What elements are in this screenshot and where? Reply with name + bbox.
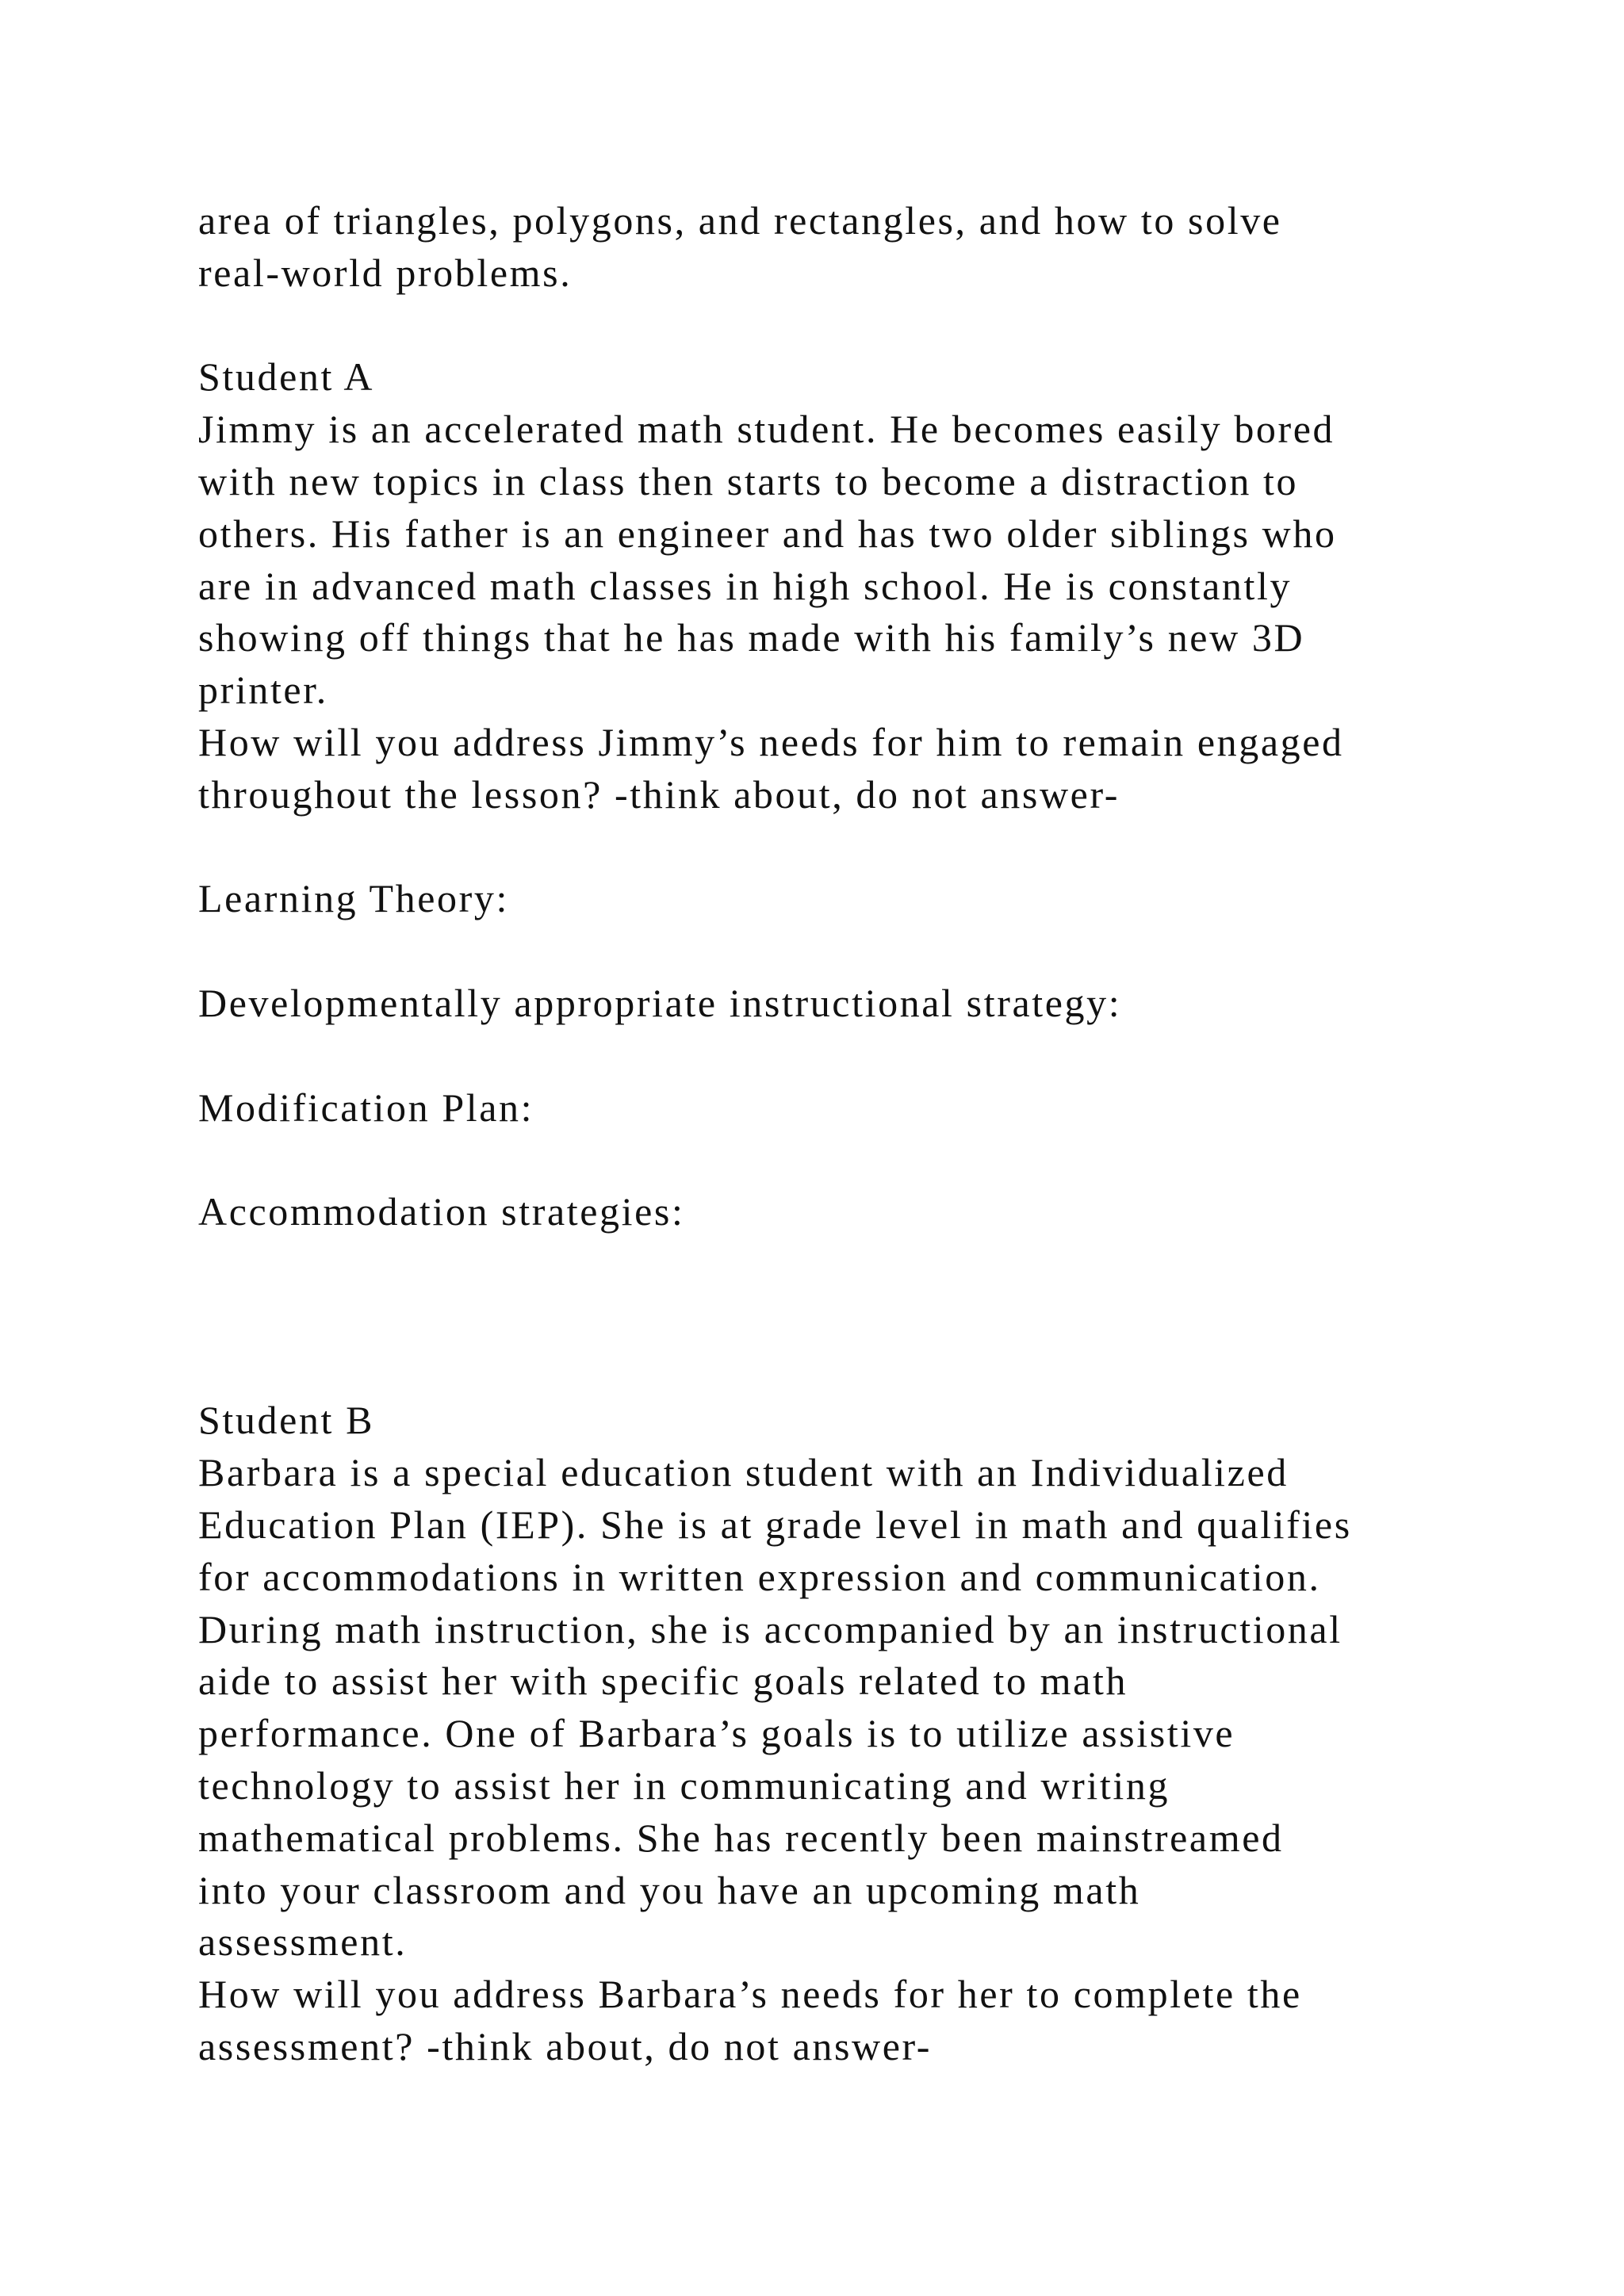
- blank-line: [198, 1343, 1546, 1395]
- student-a-description-line: Jimmy is an accelerated math student. He becomes easily bored: [198, 407, 1335, 452]
- student-a-description-line: with new topics in class then starts to become a distraction to: [198, 458, 1299, 503]
- student-b-description-line: aide to assist her with specific goals related to math: [198, 1659, 1128, 1704]
- accommodation-strategies-label: Accommodation strategies:: [198, 1189, 685, 1234]
- student-b-description-line: Education Plan (IEP). She is at grade level in math and qualifies: [198, 1502, 1352, 1547]
- student-a-description-line: showing off things that he has made with his family’s new 3D: [198, 615, 1305, 660]
- intro-line: area of triangles, polygons, and rectangles, and how to solve: [198, 198, 1282, 243]
- student-b-description-line: for accommodations in written expression and communication.: [198, 1554, 1321, 1599]
- student-a-heading: Student A: [198, 354, 375, 400]
- blank-line: [198, 1291, 1546, 1343]
- blank-line: [198, 1134, 1546, 1186]
- student-b-description-line: technology to assist her in communicating and writing: [198, 1762, 1170, 1808]
- document-body: [198, 195, 1546, 2073]
- student-a-description-line: are in advanced math classes in high school. He is constantly: [198, 563, 1293, 608]
- student-a-question-line: How will you address Jimmy’s needs for him to remain engaged: [198, 719, 1344, 764]
- blank-line: [198, 1238, 1546, 1291]
- student-b-heading: Student B: [198, 1398, 375, 1443]
- student-a-description-line: others. His father is an engineer and has two older siblings who: [198, 511, 1337, 556]
- modification-plan-label: Modification Plan:: [198, 1085, 534, 1130]
- student-b-description-line: performance. One of Barbara’s goals is to utilize assistive: [198, 1711, 1235, 1756]
- blank-line: [198, 925, 1546, 978]
- intro-line: real-world problems.: [198, 250, 573, 295]
- instructional-strategy-label: Developmentally appropriate instructional strategy:: [198, 980, 1122, 1025]
- blank-line: [198, 300, 1546, 352]
- student-a-question-line: throughout the lesson? -think about, do not answer-: [198, 771, 1120, 817]
- student-b-description-line: into your classroom and you have an upcoming math: [198, 1867, 1141, 1912]
- blank-line: [198, 1030, 1546, 1082]
- student-b-question-line: assessment? -think about, do not answer-: [198, 2023, 933, 2068]
- learning-theory-label: Learning Theory:: [198, 876, 509, 921]
- student-b-description-line: assessment.: [198, 1919, 408, 1965]
- student-b-description-line: mathematical problems. She has recently been mainstreamed: [198, 1815, 1284, 1860]
- blank-line: [198, 821, 1546, 874]
- student-b-question-line: How will you address Barbara’s needs for her to complete the: [198, 1972, 1302, 2017]
- student-a-description-line: printer.: [198, 668, 328, 713]
- student-b-description-line: Barbara is a special education student with an Individualized: [198, 1450, 1289, 1495]
- student-b-description-line: During math instruction, she is accompanied by an instructional: [198, 1606, 1342, 1651]
